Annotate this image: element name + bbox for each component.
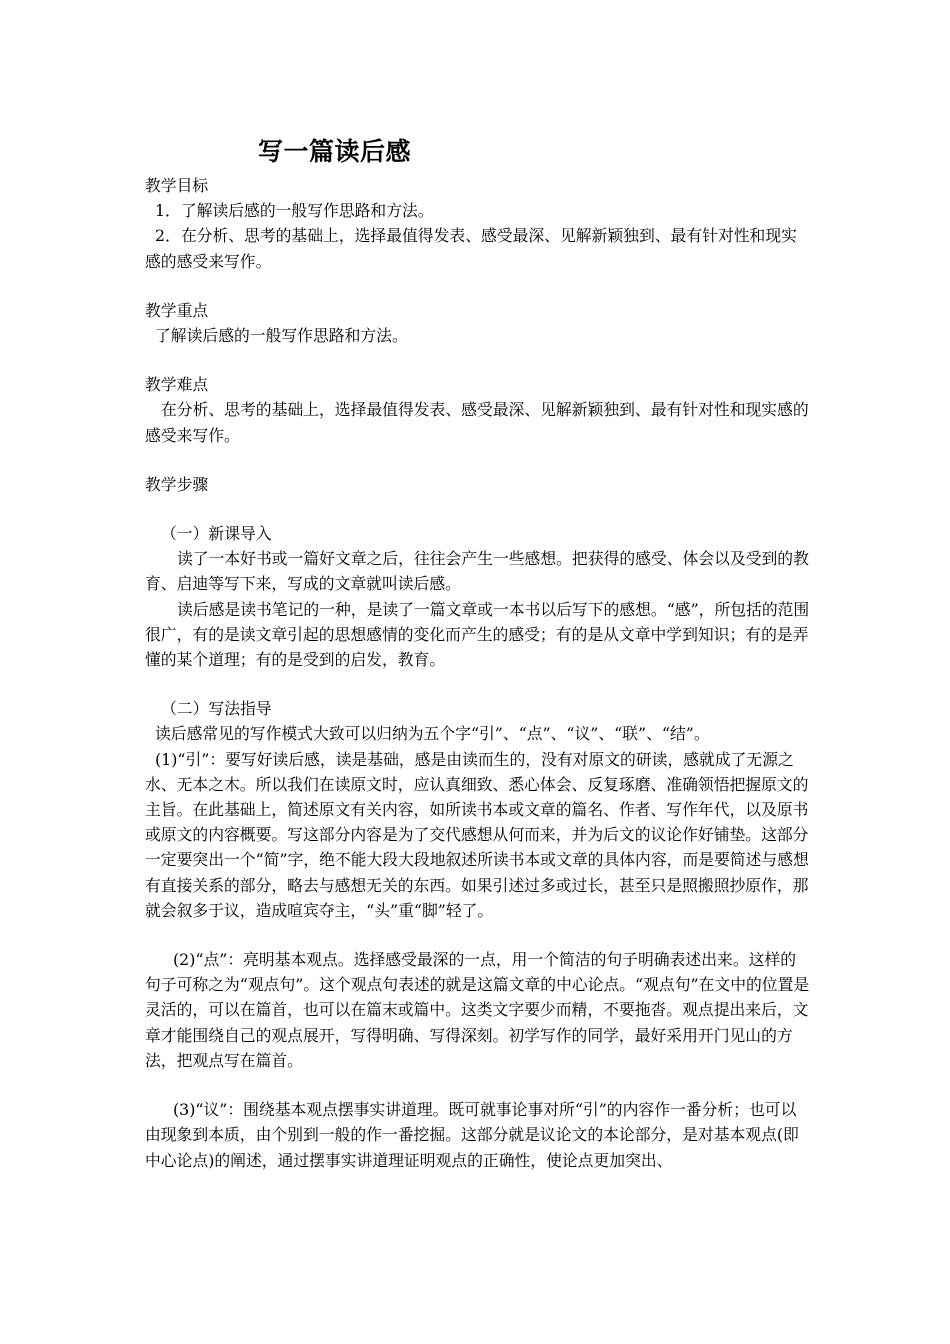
- spacer: [145, 923, 810, 947]
- spacer: [145, 348, 810, 372]
- spacer: [145, 448, 810, 472]
- part2-heading: （二）写法指导: [161, 699, 272, 719]
- spacer: [145, 672, 810, 696]
- steps-heading: 教学步骤: [145, 474, 209, 494]
- objectives-heading: 教学目标: [145, 176, 209, 195]
- key-points-heading: 教学重点: [145, 300, 209, 320]
- spacer: [145, 274, 810, 298]
- spacer: [145, 497, 810, 521]
- difficulties-heading: 教学难点: [145, 375, 209, 395]
- objective-item-1: 1．了解读后感的一般写作思路和方法。: [155, 201, 434, 221]
- method-point-2: (2)“点”：亮明基本观点。选择感受最深的一点，用一个简洁的句子明确表述出来。这样的句子可称之为“观点句”。这个观点句表述的就是这篇文章的中心论点。“观点句”在文中的位置是灵活的，可以在篇首，也可以在篇末或篇中。这类文字要少而精，不要拖沓。观点提出来后，文章才能围绕自己的观点展开，写得明确、写得深刻。初学写作的同学，最好采用开门见山的方法，把观点写在篇首。: [145, 950, 810, 1070]
- part2-intro: 读后感常见的写作模式大致可以归纳为五个字“引”、“点”、“议”、“联”、“结”。: [155, 724, 710, 744]
- method-point-1: (1)“引”：要写好读后感，读是基础，感是由读而生的，没有对原文的研读，感就成了无源之水、无本之木。所以我们在读原文时，应认真细致、悉心体会、反复琢磨、准确领悟把握原文的主旨。在此基础上，简述原文有关内容，如所读书本或文章的篇名、作者、写作年代，以及原书或原文的内容概要。写这部分内容是为了交代感想从何而来，并为后文的议论作好铺垫。这部分一定要突出一个“简”字，绝不能大段大段地叙述所读书本或文章的具体内容，而是要简述与感想有直接关系的部分，略去与感想无关的东西。如果引述过多或过长，甚至只是照搬照抄原作，那就会叙多于议，造成喧宾夺主，“头”重“脚”轻了。: [145, 749, 809, 920]
- document-title: 写一篇读后感: [258, 137, 412, 166]
- difficulties-text: 在分析、思考的基础上，选择最值得发表、感受最深、见解新颖独到、最有针对性和现实感的感受来写作。: [145, 400, 809, 445]
- spacer: [145, 1073, 810, 1097]
- part1-heading: （一）新课导入: [161, 524, 272, 544]
- part1-paragraph-2: 读后感是读书笔记的一种，是读了一篇文章或一本书以后写下的感想。“感”，所包括的范围很广，有的是读文章引起的思想感情的变化而产生的感受；有的是从文章中学到知识；有的是弄懂的某个道理；有的是受到的启发，教育。: [145, 599, 810, 670]
- method-point-3: (3)“议”：围绕基本观点摆事实讲道理。既可就事论事对所“引”的内容作一番分析；也可以由现象到本质，由个别到一般的作一番挖掘。这部分就是议论文的本论部分，是对基本观点(即中心论点)的阐述，通过摆事实讲道理证明观点的正确性，使论点更加突出、: [145, 1100, 799, 1170]
- part1-paragraph-1: 读了一本好书或一篇好文章之后，往往会产生一些感想。把获得的感受、体会以及受到的教育、启迪等写下来，写成的文章就叫读后感。: [145, 549, 809, 594]
- document-body: [145, 173, 810, 1173]
- key-points-text: 了解读后感的一般写作思路和方法。: [155, 326, 408, 346]
- objective-item-2: 2．在分析、思考的基础上，选择最值得发表、感受最深、见解新颖独到、最有针对性和现实感的感受来写作。: [145, 226, 797, 271]
